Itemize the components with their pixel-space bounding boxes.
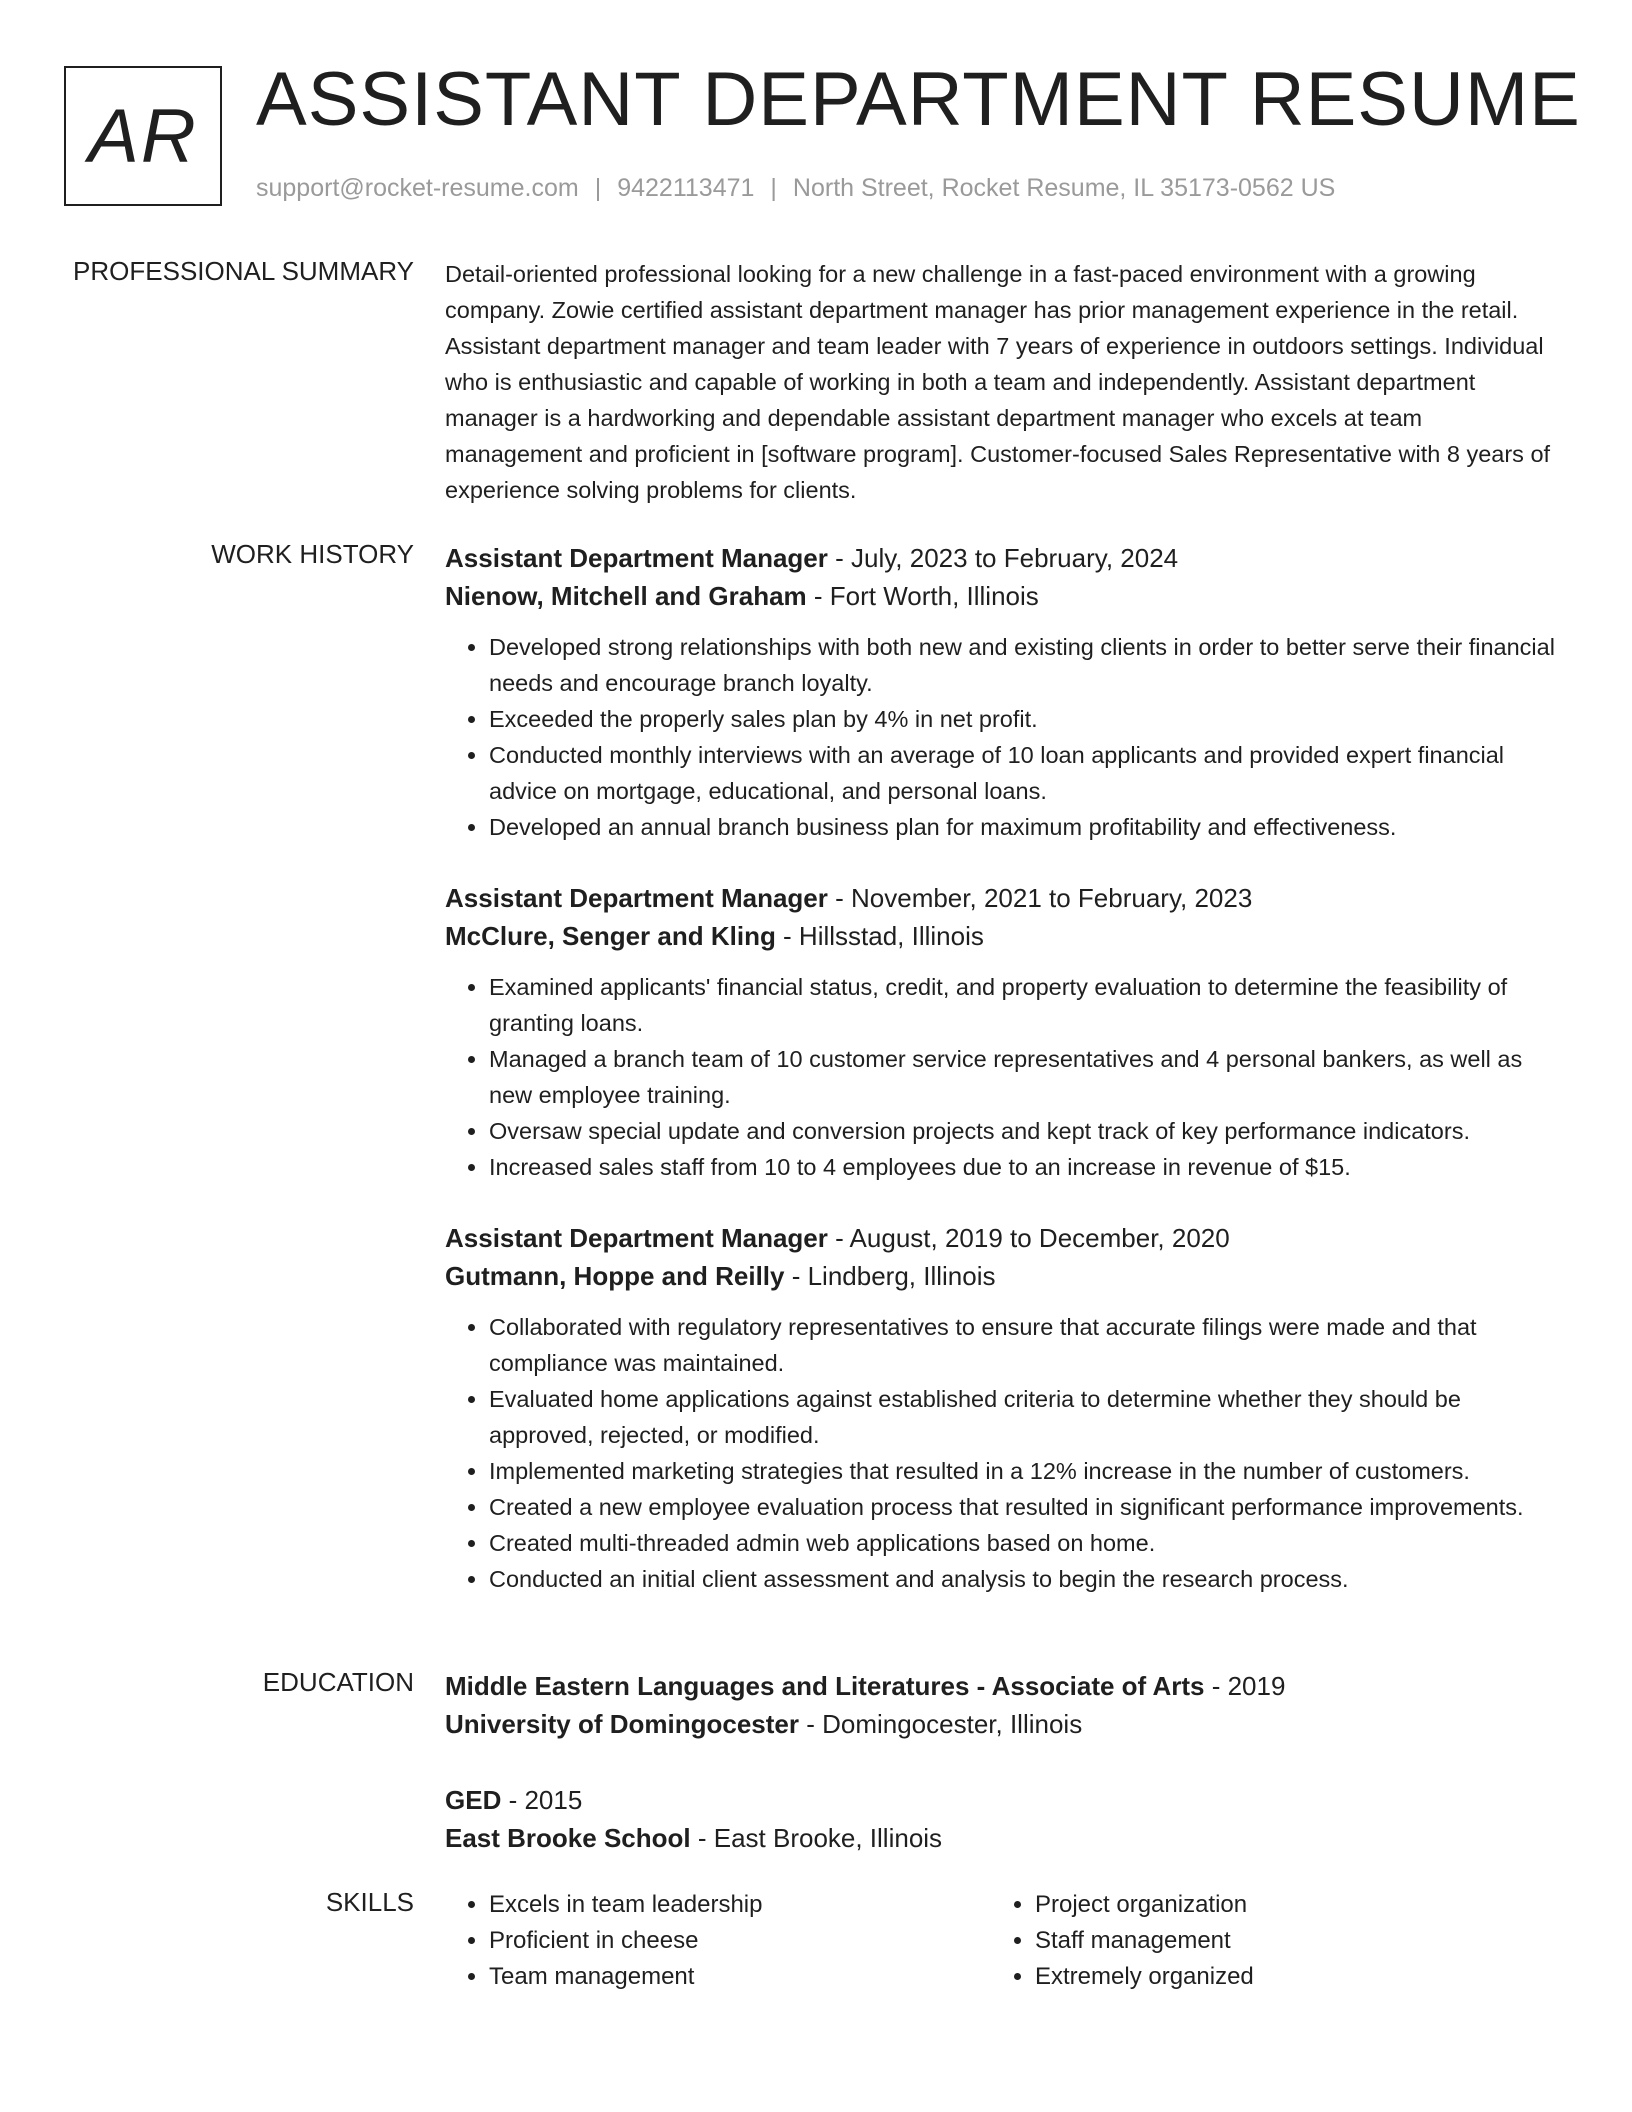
skills-column-left [445, 1887, 991, 1995]
list-item: • Developed an annual branch business plan for maximum profitability and effectiveness. [489, 809, 1555, 845]
degree-year: - 2015 [501, 1785, 583, 1815]
job-entry [445, 1219, 1555, 1597]
list-item: • Managed a branch team of 10 customer service representatives and 4 personal bankers, as well as new employee training. [489, 1041, 1555, 1113]
section-label-summary: PROFESSIONAL SUMMARY [73, 256, 414, 286]
skills-body [445, 1887, 1555, 1995]
list-item: • Created a new employee evaluation process that resulted in significant performance improvements. [489, 1489, 1555, 1525]
list-item: • Conducted an initial client assessment and analysis to begin the research process. [489, 1561, 1555, 1597]
list-item: • Team management [489, 1959, 991, 1995]
job-company: Gutmann, Hoppe and Reilly [445, 1261, 785, 1291]
list-item: • Collaborated with regulatory representatives to ensure that accurate filings were made and that compliance was maintained. [489, 1309, 1555, 1381]
education-entry [445, 1781, 1555, 1857]
contact-address: North Street, Rocket Resume, IL 35173-0562 US [792, 174, 1336, 202]
degree: Middle Eastern Languages and Literatures - Associate of Arts [445, 1671, 1205, 1701]
job-company-line [445, 577, 1555, 615]
skills-column-right [991, 1887, 1537, 1995]
school-line [445, 1819, 1555, 1857]
job-bullets [445, 629, 1555, 845]
school-location: - East Brooke, Illinois [690, 1823, 943, 1853]
list-item: • Extremely organized [1035, 1959, 1537, 1995]
job-company: McClure, Senger and Kling [445, 921, 776, 951]
job-title: Assistant Department Manager [445, 543, 828, 573]
job-dates: - August, 2019 to December, 2020 [827, 1223, 1230, 1253]
job-title-line [445, 879, 1555, 917]
list-item: • Examined applicants' financial status, credit, and property evaluation to determine the feasibility of granting loans. [489, 969, 1555, 1041]
monogram-logo: AR [64, 66, 222, 206]
job-company-line [445, 917, 1555, 955]
contact-separator: | [594, 174, 602, 202]
degree-line [445, 1781, 1555, 1819]
job-entry [445, 879, 1555, 1185]
education-entry [445, 1667, 1555, 1743]
list-item: • Oversaw special update and conversion projects and kept track of key performance indicators. [489, 1113, 1555, 1149]
education-body [445, 1667, 1555, 1895]
section-label-work-history: WORK HISTORY [211, 539, 414, 569]
contact-phone: 9422113471 [617, 174, 755, 202]
list-item: • Increased sales staff from 10 to 4 employees due to an increase in revenue of $15. [489, 1149, 1555, 1185]
degree-year: - 2019 [1204, 1671, 1286, 1701]
list-item: • Project organization [1035, 1887, 1537, 1923]
list-item: • Developed strong relationships with both new and existing clients in order to better serve their financial needs and encourage branch loyalty. [489, 629, 1555, 701]
job-location: - Lindberg, Illinois [784, 1261, 996, 1291]
contact-email: support@rocket-resume.com [256, 174, 579, 202]
list-item: • Excels in team leadership [489, 1887, 991, 1923]
job-dates: - November, 2021 to February, 2023 [827, 883, 1253, 913]
job-bullets [445, 969, 1555, 1185]
job-location: - Fort Worth, Illinois [806, 581, 1039, 611]
list-item: • Staff management [1035, 1923, 1537, 1959]
job-entry [445, 539, 1555, 845]
section-label-skills: SKILLS [325, 1887, 414, 1917]
section-label-education: EDUCATION [262, 1667, 414, 1697]
job-company-line [445, 1257, 1555, 1295]
job-title: Assistant Department Manager [445, 883, 828, 913]
list-item: • Evaluated home applications against established criteria to determine whether they should be approved, rejected, or modified. [489, 1381, 1555, 1453]
job-title-line [445, 539, 1555, 577]
summary-text: Detail-oriented professional looking for a new challenge in a fast-paced environment with a growing company. Zowie certified assistant department manager has prior management experience in the retail. Assistant department manager and team leader with 7 years of experience in outdoors settings. Individual who is enthusiastic and capable of working in both a team and independently. Assistant department manager is a hardworking and dependable assistant department manager who excels at team management and proficient in [software program]. Customer-focused Sales Representative with 8 years of experience solving problems for clients. [445, 261, 1551, 503]
school-location: - Domingocester, Illinois [798, 1709, 1083, 1739]
school-line [445, 1705, 1555, 1743]
job-location: - Hillsstad, Illinois [775, 921, 984, 951]
job-title: Assistant Department Manager [445, 1223, 828, 1253]
list-item: • Implemented marketing strategies that resulted in a 12% increase in the number of customers. [489, 1453, 1555, 1489]
list-item: • Conducted monthly interviews with an average of 10 loan applicants and provided expert financial advice on mortgage, educational, and personal loans. [489, 737, 1555, 809]
job-company: Nienow, Mitchell and Graham [445, 581, 807, 611]
contact-line [256, 174, 1335, 203]
list-item: • Exceeded the properly sales plan by 4% in net profit. [489, 701, 1555, 737]
job-title-line [445, 1219, 1555, 1257]
school: East Brooke School [445, 1823, 691, 1853]
work-history-body [445, 539, 1555, 1631]
list-item: • Proficient in cheese [489, 1923, 991, 1959]
job-bullets [445, 1309, 1555, 1597]
school: University of Domingocester [445, 1709, 799, 1739]
contact-separator: | [770, 174, 777, 202]
list-item: • Created multi-threaded admin web applications based on home. [489, 1525, 1555, 1561]
degree-line [445, 1667, 1555, 1705]
degree: GED [445, 1785, 502, 1815]
job-dates: - July, 2023 to February, 2024 [827, 543, 1179, 573]
summary-body [445, 256, 1555, 508]
resume-title: ASSISTANT DEPARTMENT RESUME [256, 57, 1581, 142]
